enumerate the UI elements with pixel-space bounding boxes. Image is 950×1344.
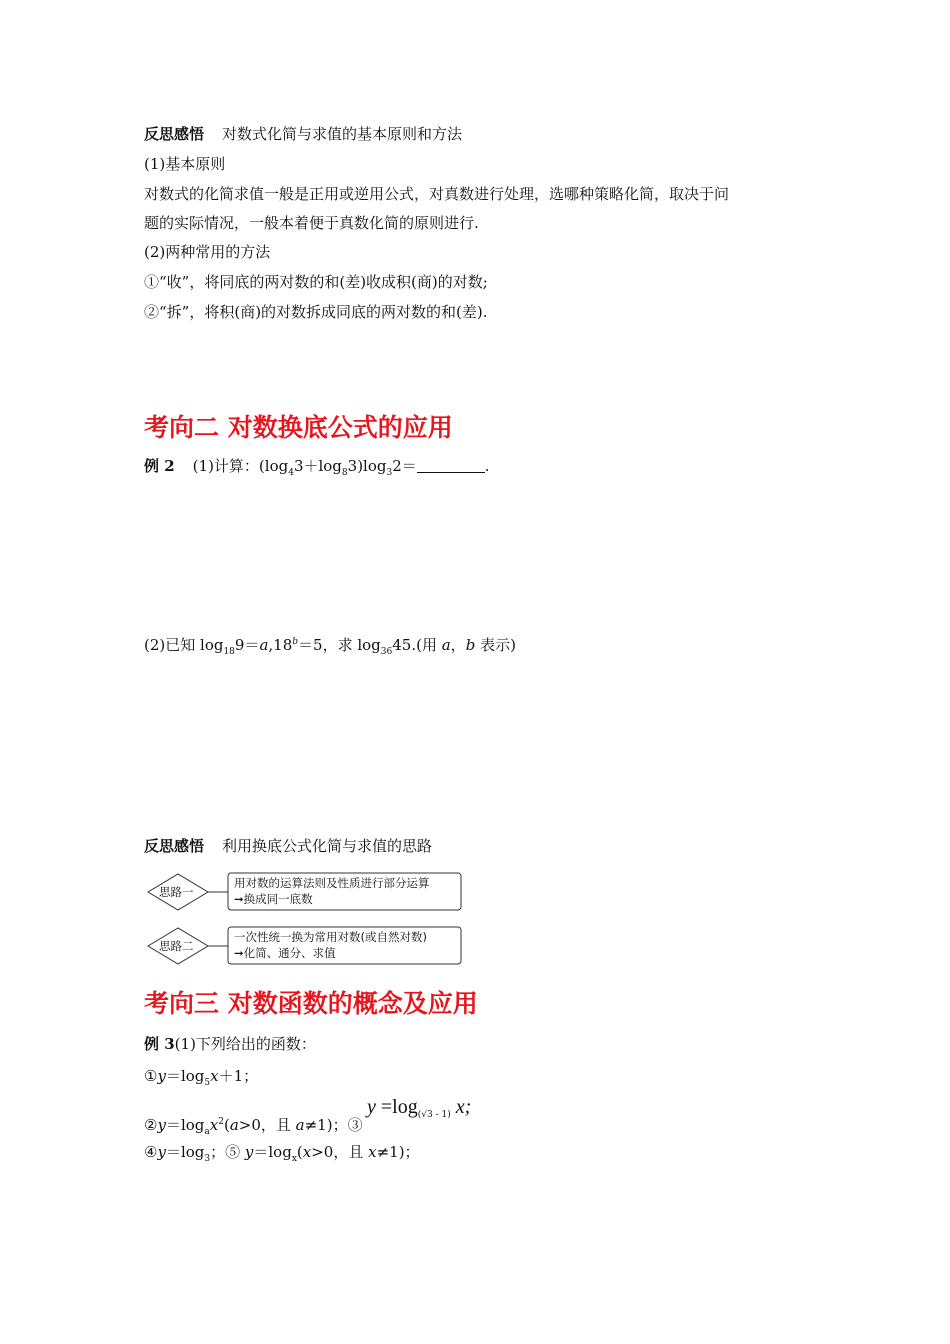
function-3: $y =\log_{(√3 - 1)}$ x; xyxy=(367,1096,472,1120)
paragraph: ①“收”，将同底的两对数的和(差)收成积(商)的对数; xyxy=(144,273,488,291)
section-heading-3: 考向三 对数函数的概念及应用 xyxy=(144,989,478,1018)
flow2-line2: ➞化简、通分、求值 xyxy=(234,946,336,960)
example-2-question-2: (2)已知 $\log_{18}9=a,18^b=5$，求 $\log_{36}45$.(用 a，b 表示) xyxy=(144,636,516,657)
section-heading-2: 考向二 对数换底公式的应用 xyxy=(144,413,453,442)
paragraph: 题的实际情况，一般本着便于真数化简的原则进行. xyxy=(144,214,479,232)
function-1: $①y=\log_5x+1$； xyxy=(144,1067,259,1088)
reflect-title: 对数式化简与求值的基本原则和方法 xyxy=(222,125,463,143)
reflect-label: 反思感悟 xyxy=(144,125,205,143)
function-4-5: $④y=\log_3$；⑤ $y=\log_x(x>0$，且 x≠1)； xyxy=(144,1143,420,1164)
example-3-intro: 例 3(1)下列给出的函数： xyxy=(144,1035,316,1053)
idea-flow-diagram xyxy=(146,870,464,966)
reflect-title: 利用换底公式化简与求值的思路 xyxy=(222,837,433,855)
reflect-label: 反思感悟 xyxy=(144,837,205,855)
function-2: $②y=\log_ax^2(a>0$，且 a≠1)；③ xyxy=(144,1116,363,1137)
example-label: 例 3 xyxy=(144,1035,175,1053)
paragraph: (1)基本原则 xyxy=(144,155,226,173)
flow1-line1: 用对数的运算法则及性质进行部分运算 xyxy=(234,876,430,890)
flow2-line1: 一次性统一换为常用对数(或自然对数) xyxy=(234,930,427,944)
paragraph: (2)两种常用的方法 xyxy=(144,243,271,261)
reflect-heading-1 xyxy=(144,124,462,144)
example-label: 例 2 xyxy=(144,457,175,475)
example-2-question-1: 例 2 (1)计算：$(\log_43+\log_83)\log_32=$ . xyxy=(144,457,490,478)
flow2-label: 思路二 xyxy=(159,939,194,953)
paragraph: 对数式的化简求值一般是正用或逆用公式，对真数进行处理，选哪种策略化简，取决于问 xyxy=(144,185,730,203)
reflect-heading-2 xyxy=(144,836,432,856)
paragraph: ②“拆”，将积(商)的对数拆成同底的两对数的和(差). xyxy=(144,303,488,321)
answer-blank xyxy=(417,458,485,473)
flow1-label: 思路一 xyxy=(159,885,194,899)
flow1-line2: ➞换成同一底数 xyxy=(234,892,313,906)
